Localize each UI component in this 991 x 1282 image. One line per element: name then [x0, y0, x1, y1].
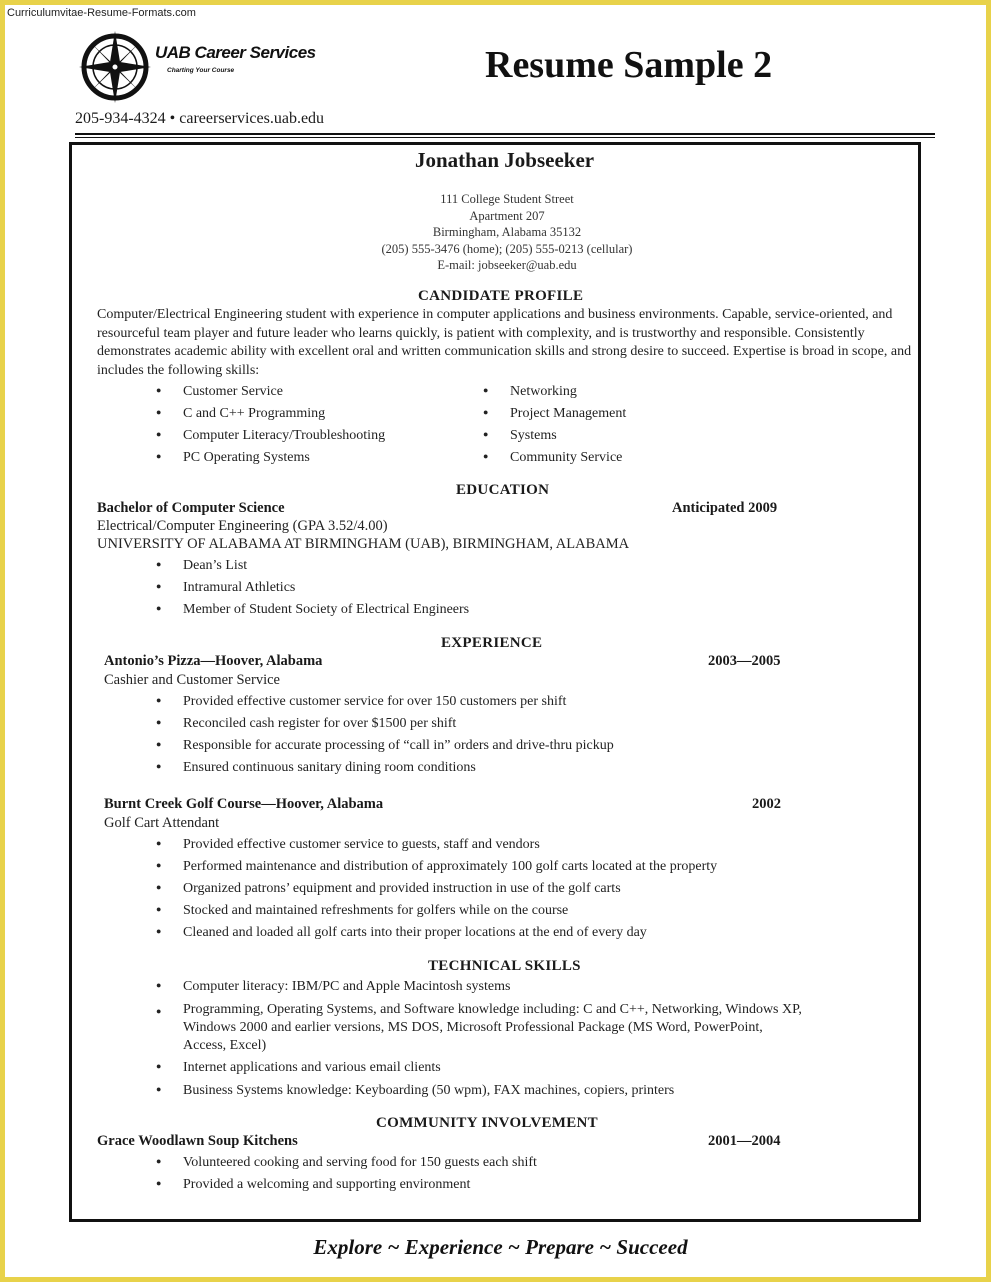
logo-tagline: Charting Your Course: [167, 67, 235, 74]
job-duty: ● Responsible for accurate processing of “call in” orders and drive-thru pickup: [183, 738, 614, 754]
skill-item: ● Community Service: [510, 450, 622, 466]
employment-dates: 2003—2005: [708, 653, 781, 669]
skill-item: ● Systems: [510, 428, 557, 444]
phone-line: (205) 555-3476 (home); (205) 555-0213 (cellular): [381, 241, 633, 256]
uab-career-services-logo: [77, 27, 316, 107]
job-title: Golf Cart Attendant: [104, 815, 220, 831]
skill-item: ● C and C++ Programming: [183, 406, 325, 422]
section-heading-technical: TECHNICAL SKILLS: [428, 958, 581, 974]
organization-name: Grace Woodlawn Soup Kitchens: [97, 1133, 298, 1149]
volunteer-duty: ● Volunteered cooking and serving food for 150 guests each shift: [183, 1155, 537, 1171]
degree-major: Electrical/Computer Engineering (GPA 3.52/4.00): [97, 518, 388, 534]
technical-skill: ● Programming, Operating Systems, and Software knowledge including: C and C++, Networking, Windows XP, Windows 2000 and earlier versions, MS DOS, Microsoft Professional Package (MS Word, PowerPoint, Access, Excel): [183, 1001, 803, 1055]
technical-skill: ● Computer literacy: IBM/PC and Apple Macintosh systems: [183, 979, 510, 995]
resume-page: [5, 5, 986, 1277]
page-title: Resume Sample 2: [485, 44, 773, 86]
section-heading-education: EDUCATION: [456, 482, 550, 498]
source-watermark: Curriculumvitae-Resume-Formats.com: [7, 7, 196, 19]
candidate-name: Jonathan Jobseeker: [415, 148, 595, 172]
footer-motto: Explore ~ Experience ~ Prepare ~ Succeed: [313, 1235, 688, 1259]
education-item: ● Member of Student Society of Electrical Engineers: [183, 602, 469, 618]
section-heading-experience: EXPERIENCE: [441, 635, 543, 651]
employment-dates: 2002: [752, 796, 781, 812]
header-rule-thin: [75, 137, 935, 138]
education-item: ● Dean’s List: [183, 558, 247, 574]
skill-item: ● Project Management: [510, 406, 626, 422]
technical-skill: ● Business Systems knowledge: Keyboarding (50 wpm), FAX machines, copiers, printers: [183, 1083, 674, 1099]
job-duty: ● Performed maintenance and distribution of approximately 100 golf carts located at the property: [183, 859, 717, 875]
employer-name: Burnt Creek Golf Course—Hoover, Alabama: [104, 796, 384, 812]
career-services-contact: 205-934-4324 • careerservices.uab.edu: [75, 110, 325, 127]
address-line: Apartment 207: [469, 208, 545, 223]
skill-item: ● Networking: [510, 384, 577, 400]
compass-icon: [77, 27, 157, 107]
address-line: 111 College Student Street: [440, 192, 574, 206]
skill-item: ● PC Operating Systems: [183, 450, 310, 466]
degree-title: Bachelor of Computer Science: [97, 500, 285, 516]
logo-title: UAB Career Services: [155, 43, 316, 62]
section-heading-community: COMMUNITY INVOLVEMENT: [376, 1115, 598, 1131]
candidate-address: [357, 191, 657, 274]
school-name: UNIVERSITY OF ALABAMA AT BIRMINGHAM (UAB), BIRMINGHAM, ALABAMA: [97, 536, 630, 552]
employer-name: Antonio’s Pizza—Hoover, Alabama: [104, 653, 323, 669]
education-item: ● Intramural Athletics: [183, 580, 295, 596]
skill-item: ● Customer Service: [183, 384, 283, 400]
job-title: Cashier and Customer Service: [104, 672, 280, 688]
section-heading-profile: CANDIDATE PROFILE: [418, 288, 584, 304]
profile-summary: Computer/Electrical Engineering student with experience in computer applications and business environments. Capable, service-oriented, and resourceful team player and future leader who learns quickly, is patient with complexity, and is trustworthy and responsible. Consistently demonstrates academic ability with excellent oral and written communication skills and strong desire to succeed. Expertise is broad in scope, and includes the following skills:: [97, 307, 912, 378]
email-line: E-mail: jobseeker@uab.edu: [437, 258, 577, 272]
volunteer-duty: ● Provided a welcoming and supporting environment: [183, 1177, 470, 1193]
volunteer-dates: 2001—2004: [708, 1133, 781, 1149]
address-line: Birmingham, Alabama 35132: [432, 225, 582, 239]
job-duty: ● Provided effective customer service for over 150 customers per shift: [183, 694, 566, 710]
job-duty: ● Provided effective customer service to guests, staff and vendors: [183, 837, 540, 853]
degree-date: Anticipated 2009: [672, 500, 778, 516]
skill-item: ● Computer Literacy/Troubleshooting: [183, 428, 385, 444]
job-duty: ● Reconciled cash register for over $1500 per shift: [183, 716, 456, 732]
technical-skill: ● Internet applications and various email clients: [183, 1060, 441, 1076]
job-duty: ● Stocked and maintained refreshments for golfers while on the course: [183, 903, 568, 919]
job-duty: ● Organized patrons’ equipment and provided instruction in use of the golf carts: [183, 881, 621, 897]
job-duty: ● Cleaned and loaded all golf carts into their proper locations at the end of every day: [183, 925, 647, 941]
job-duty: ● Ensured continuous sanitary dining room conditions: [183, 760, 476, 776]
header-rule: [75, 133, 935, 135]
